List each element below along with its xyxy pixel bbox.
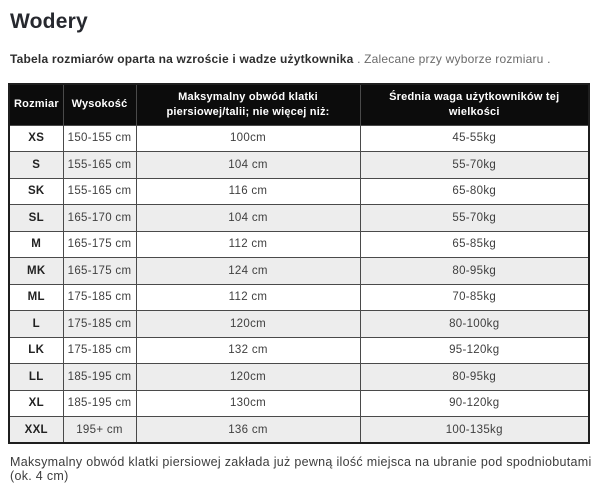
- value-cell: 104 cm: [136, 152, 360, 179]
- value-cell: 175-185 cm: [63, 284, 136, 311]
- column-header: Rozmiar: [9, 84, 63, 125]
- page-title: Wodery: [10, 10, 88, 33]
- table-row: [9, 337, 589, 364]
- value-cell: 175-185 cm: [63, 311, 136, 338]
- table-row: [9, 258, 589, 285]
- value-cell: 95-120kg: [360, 337, 589, 364]
- value-cell: 155-165 cm: [63, 152, 136, 179]
- table-row: [9, 417, 589, 444]
- value-cell: 65-85kg: [360, 231, 589, 258]
- size-guide-subtitle: [10, 52, 592, 66]
- value-cell: 55-70kg: [360, 152, 589, 179]
- value-cell: 116 cm: [136, 178, 360, 205]
- value-cell: 80-95kg: [360, 258, 589, 285]
- table-row: [9, 311, 589, 338]
- value-cell: 130cm: [136, 390, 360, 417]
- size-table: [8, 83, 590, 444]
- value-cell: 80-95kg: [360, 364, 589, 391]
- size-table-body: [9, 125, 589, 443]
- value-cell: 165-175 cm: [63, 231, 136, 258]
- table-row: [9, 284, 589, 311]
- table-row: [9, 178, 589, 205]
- table-row: [9, 390, 589, 417]
- value-cell: 165-170 cm: [63, 205, 136, 232]
- value-cell: 80-100kg: [360, 311, 589, 338]
- value-cell: 45-55kg: [360, 125, 589, 152]
- size-label-cell: LK: [9, 337, 63, 364]
- size-label-cell: L: [9, 311, 63, 338]
- value-cell: 65-80kg: [360, 178, 589, 205]
- table-row: [9, 205, 589, 232]
- value-cell: 100-135kg: [360, 417, 589, 444]
- value-cell: 175-185 cm: [63, 337, 136, 364]
- size-table-header: [9, 84, 589, 125]
- table-row: [9, 152, 589, 179]
- value-cell: 124 cm: [136, 258, 360, 285]
- value-cell: 112 cm: [136, 231, 360, 258]
- value-cell: 185-195 cm: [63, 390, 136, 417]
- value-cell: 104 cm: [136, 205, 360, 232]
- size-guide-footnote: Maksymalny obwód klatki piersiowej zakłada już pewną ilość miejsca na ubranie pod spodniobutami (ok. 4 cm): [10, 455, 592, 483]
- size-label-cell: S: [9, 152, 63, 179]
- value-cell: 150-155 cm: [63, 125, 136, 152]
- value-cell: 100cm: [136, 125, 360, 152]
- size-label-cell: M: [9, 231, 63, 258]
- size-label-cell: XL: [9, 390, 63, 417]
- value-cell: 165-175 cm: [63, 258, 136, 285]
- size-label-cell: LL: [9, 364, 63, 391]
- table-row: [9, 364, 589, 391]
- size-label-cell: SK: [9, 178, 63, 205]
- header-row: [9, 84, 589, 125]
- column-header: Wysokość: [63, 84, 136, 125]
- value-cell: 112 cm: [136, 284, 360, 311]
- value-cell: 120cm: [136, 311, 360, 338]
- column-header: Maksymalny obwód klatki piersiowej/talii; nie więcej niż:: [136, 84, 360, 125]
- value-cell: 132 cm: [136, 337, 360, 364]
- size-label-cell: XS: [9, 125, 63, 152]
- column-header: Średnia waga użytkowników tej wielkości: [360, 84, 589, 125]
- value-cell: 195+ cm: [63, 417, 136, 444]
- subtitle-bold-text: Tabela rozmiarów oparta na wzroście i wadze użytkownika: [10, 52, 354, 66]
- size-label-cell: XXL: [9, 417, 63, 444]
- value-cell: 185-195 cm: [63, 364, 136, 391]
- value-cell: 55-70kg: [360, 205, 589, 232]
- value-cell: 120cm: [136, 364, 360, 391]
- size-label-cell: ML: [9, 284, 63, 311]
- value-cell: 155-165 cm: [63, 178, 136, 205]
- value-cell: 136 cm: [136, 417, 360, 444]
- value-cell: 90-120kg: [360, 390, 589, 417]
- table-row: [9, 125, 589, 152]
- table-row: [9, 231, 589, 258]
- size-label-cell: MK: [9, 258, 63, 285]
- size-label-cell: SL: [9, 205, 63, 232]
- subtitle-note-text: . Zalecane przy wyborze rozmiaru .: [353, 52, 551, 66]
- value-cell: 70-85kg: [360, 284, 589, 311]
